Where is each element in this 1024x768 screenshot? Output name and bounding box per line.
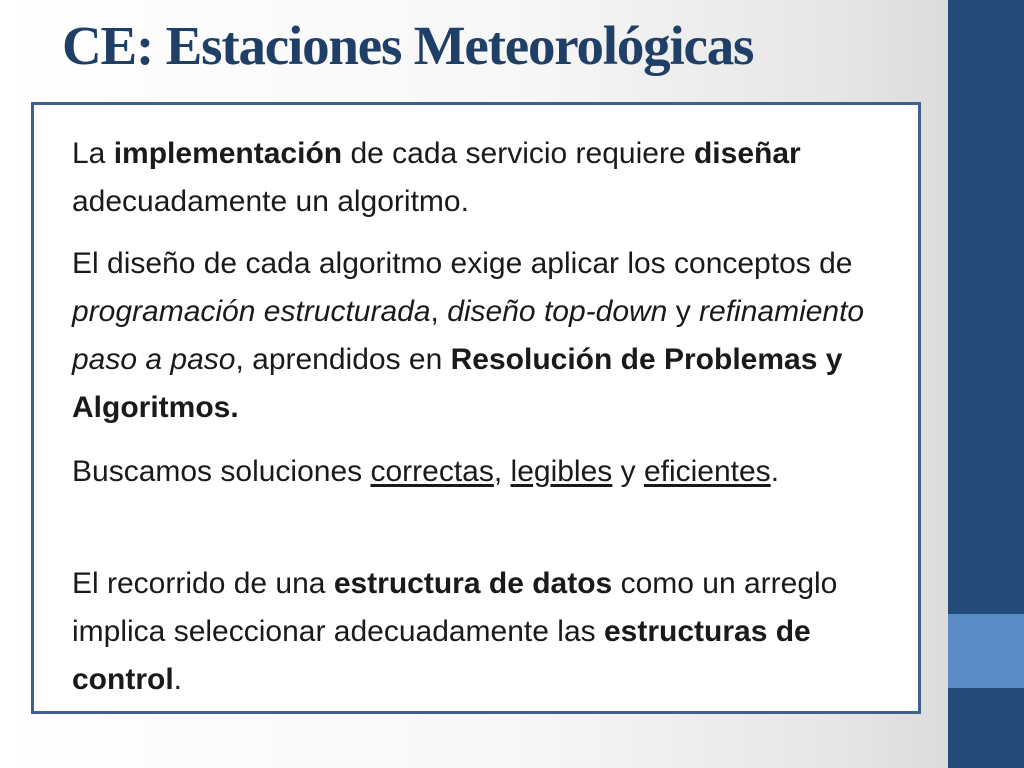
p1-text-2: de cada servicio requiere [342,137,694,170]
p2-italic-refinamiento: refinamiento paso a paso [72,295,865,376]
p3-text-1: Buscamos soluciones [72,455,371,488]
p3-text-2: , [493,455,511,488]
paragraph-traversal [72,560,902,704]
slide-title: CE: Estaciones Meteorológicas [62,15,754,76]
p4-bold-estructuras-control: estructuras de control [72,615,811,696]
p2-bold-course: Resolución de Problemas y Algoritmos. [72,343,843,424]
p3-text-4: . [770,455,780,488]
side-decoration-accent [948,614,1024,688]
p3-text-3: y [612,455,644,488]
p3-underline-eficientes: eficientes [643,455,771,488]
p2-text-4: , aprendidos en [235,343,451,376]
p2-text-2: , [430,295,448,328]
paragraph-design [72,240,902,432]
p2-italic-programacion: programación estructurada [72,295,431,328]
p4-text-2: como un arreglo implica seleccionar adecuadamente las [72,567,838,648]
p4-text-1: El recorrido de una [72,567,334,600]
p1-bold-disenar: diseñar [693,137,801,170]
p3-underline-correctas: correctas [370,455,494,488]
p2-italic-top-down: diseño top-down [447,295,668,328]
p4-text-3: . [173,663,183,696]
p1-bold-implementacion: implementación [113,137,343,170]
paragraph-solutions [72,448,902,496]
p4-bold-estructura-datos: estructura de datos [333,567,613,600]
p1-text-3: adecuadamente un algoritmo. [72,185,469,218]
p1-text-1: La [72,137,114,170]
paragraph-implementation [72,130,902,226]
p2-text-1: El diseño de cada algoritmo exige aplicar los conceptos de [72,247,853,280]
p3-underline-legibles: legibles [510,455,613,488]
p2-text-3: y [667,295,700,328]
